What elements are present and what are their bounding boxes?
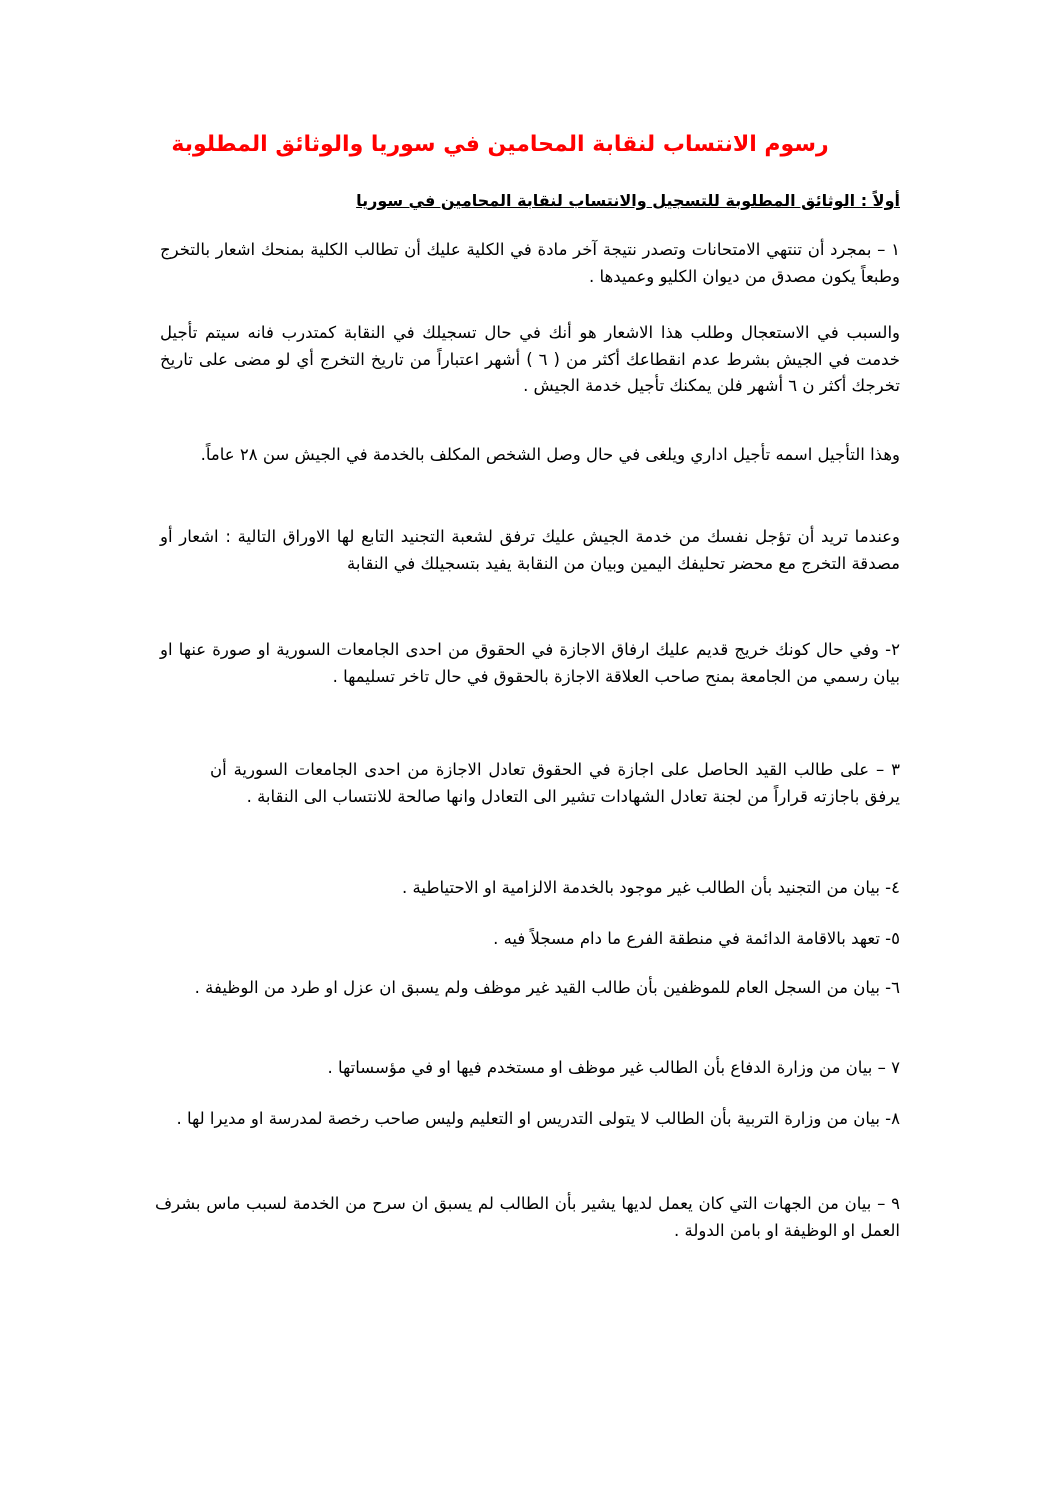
paragraph-item-4: ٤- بيان من التجنيد بأن الطالب غير موجود بالخدمة الالزامية او الاحتياطية . xyxy=(402,878,900,897)
paragraph-item-7: ٧ – بيان من وزارة الدفاع بأن الطالب غير موظف او مستخدم فيها او في مؤسساتها . xyxy=(327,1058,900,1077)
paragraph-item-8: ٨- بيان من وزارة التربية بأن الطالب لا يتولى التدريس او التعليم وليس صاحب رخصة لمدرسة او مديرا لها . xyxy=(176,1109,900,1128)
paragraph-item-2: ٢- وفي حال كونك خريج قديم عليك ارفاق الاجازة في الحقوق من احدى الجامعات السورية او صورة عنها او بيان رسمي من الجامعة بمنح صاحب العلاقة الاجازة بالحقوق في حال تاخر تسليمها . xyxy=(160,640,900,686)
paragraph-item-5: ٥- تعهد بالاقامة الدائمة في منطقة الفرع ما دام مسجلاً فيه . xyxy=(493,929,900,948)
paragraph-item-6: ٦- بيان من السجل العام للموظفين بأن طالب القيد غير موظف ولم يسبق ان عزل او طرد من الوظيفة . xyxy=(194,978,900,997)
section-heading: أولاً : الوثائق المطلوبة للتسجيل والانتساب لنقابة المحامين في سوريا xyxy=(356,191,900,210)
paragraph-deferral-documents: وعندما تريد أن تؤجل نفسك من خدمة الجيش عليك ترفق لشعبة التجنيد التابع لها الاوراق التالية : اشعار أو مصدقة التخرج مع محضر تحليفك اليمين وبيان من النقابة يفيد بتسجيلك في النقابة xyxy=(160,527,900,573)
paragraph-item-1: ١ – بمجرد أن تنتهي الامتحانات وتصدر نتيجة آخر مادة في الكلية عليك أن تطالب الكلية بمنحك اشعار بالتخرج وطبعاً يكون مصدق من ديوان الكليو وعميدها . xyxy=(160,240,900,286)
document-title: رسوم الانتساب لنقابة المحامين في سوريا والوثائق المطلوبة xyxy=(171,132,829,157)
paragraph-reason: والسبب في الاستعجال وطلب هذا الاشعار هو أنك في حال تسجيلك في النقابة كمتدرب فانه سيتم تأجيل خدمت في الجيش بشرط عدم انقطاعك أكثر من ( ٦ ) أشهر اعتباراً من تاريخ التخرج أي لو مضى على تاريخ تخرجك أكثر ن ٦ أشهر فلن يمكنك تأجيل خدمة الجيش . xyxy=(160,323,900,395)
paragraph-item-9: ٩ – بيان من الجهات التي كان يعمل لديها يشير بأن الطالب لم يسبق ان سرح من الخدمة لسبب ماس بشرف العمل او الوظيفة او بامن الدولة . xyxy=(155,1194,900,1240)
paragraph-deferral: وهذا التأجيل اسمه تأجيل اداري ويلغى في حال وصل الشخص المكلف بالخدمة في الجيش سن ٢٨ عاماً. xyxy=(200,445,900,464)
paragraph-item-3: ٣ – على طالب القيد الحاصل على اجازة في الحقوق تعادل الاجازة من احدى الجامعات السورية أن يرفق باجازته قراراً من لجنة تعادل الشهادات تشير الى التعادل وانها صالحة للانتساب الى النقابة . xyxy=(210,760,900,806)
